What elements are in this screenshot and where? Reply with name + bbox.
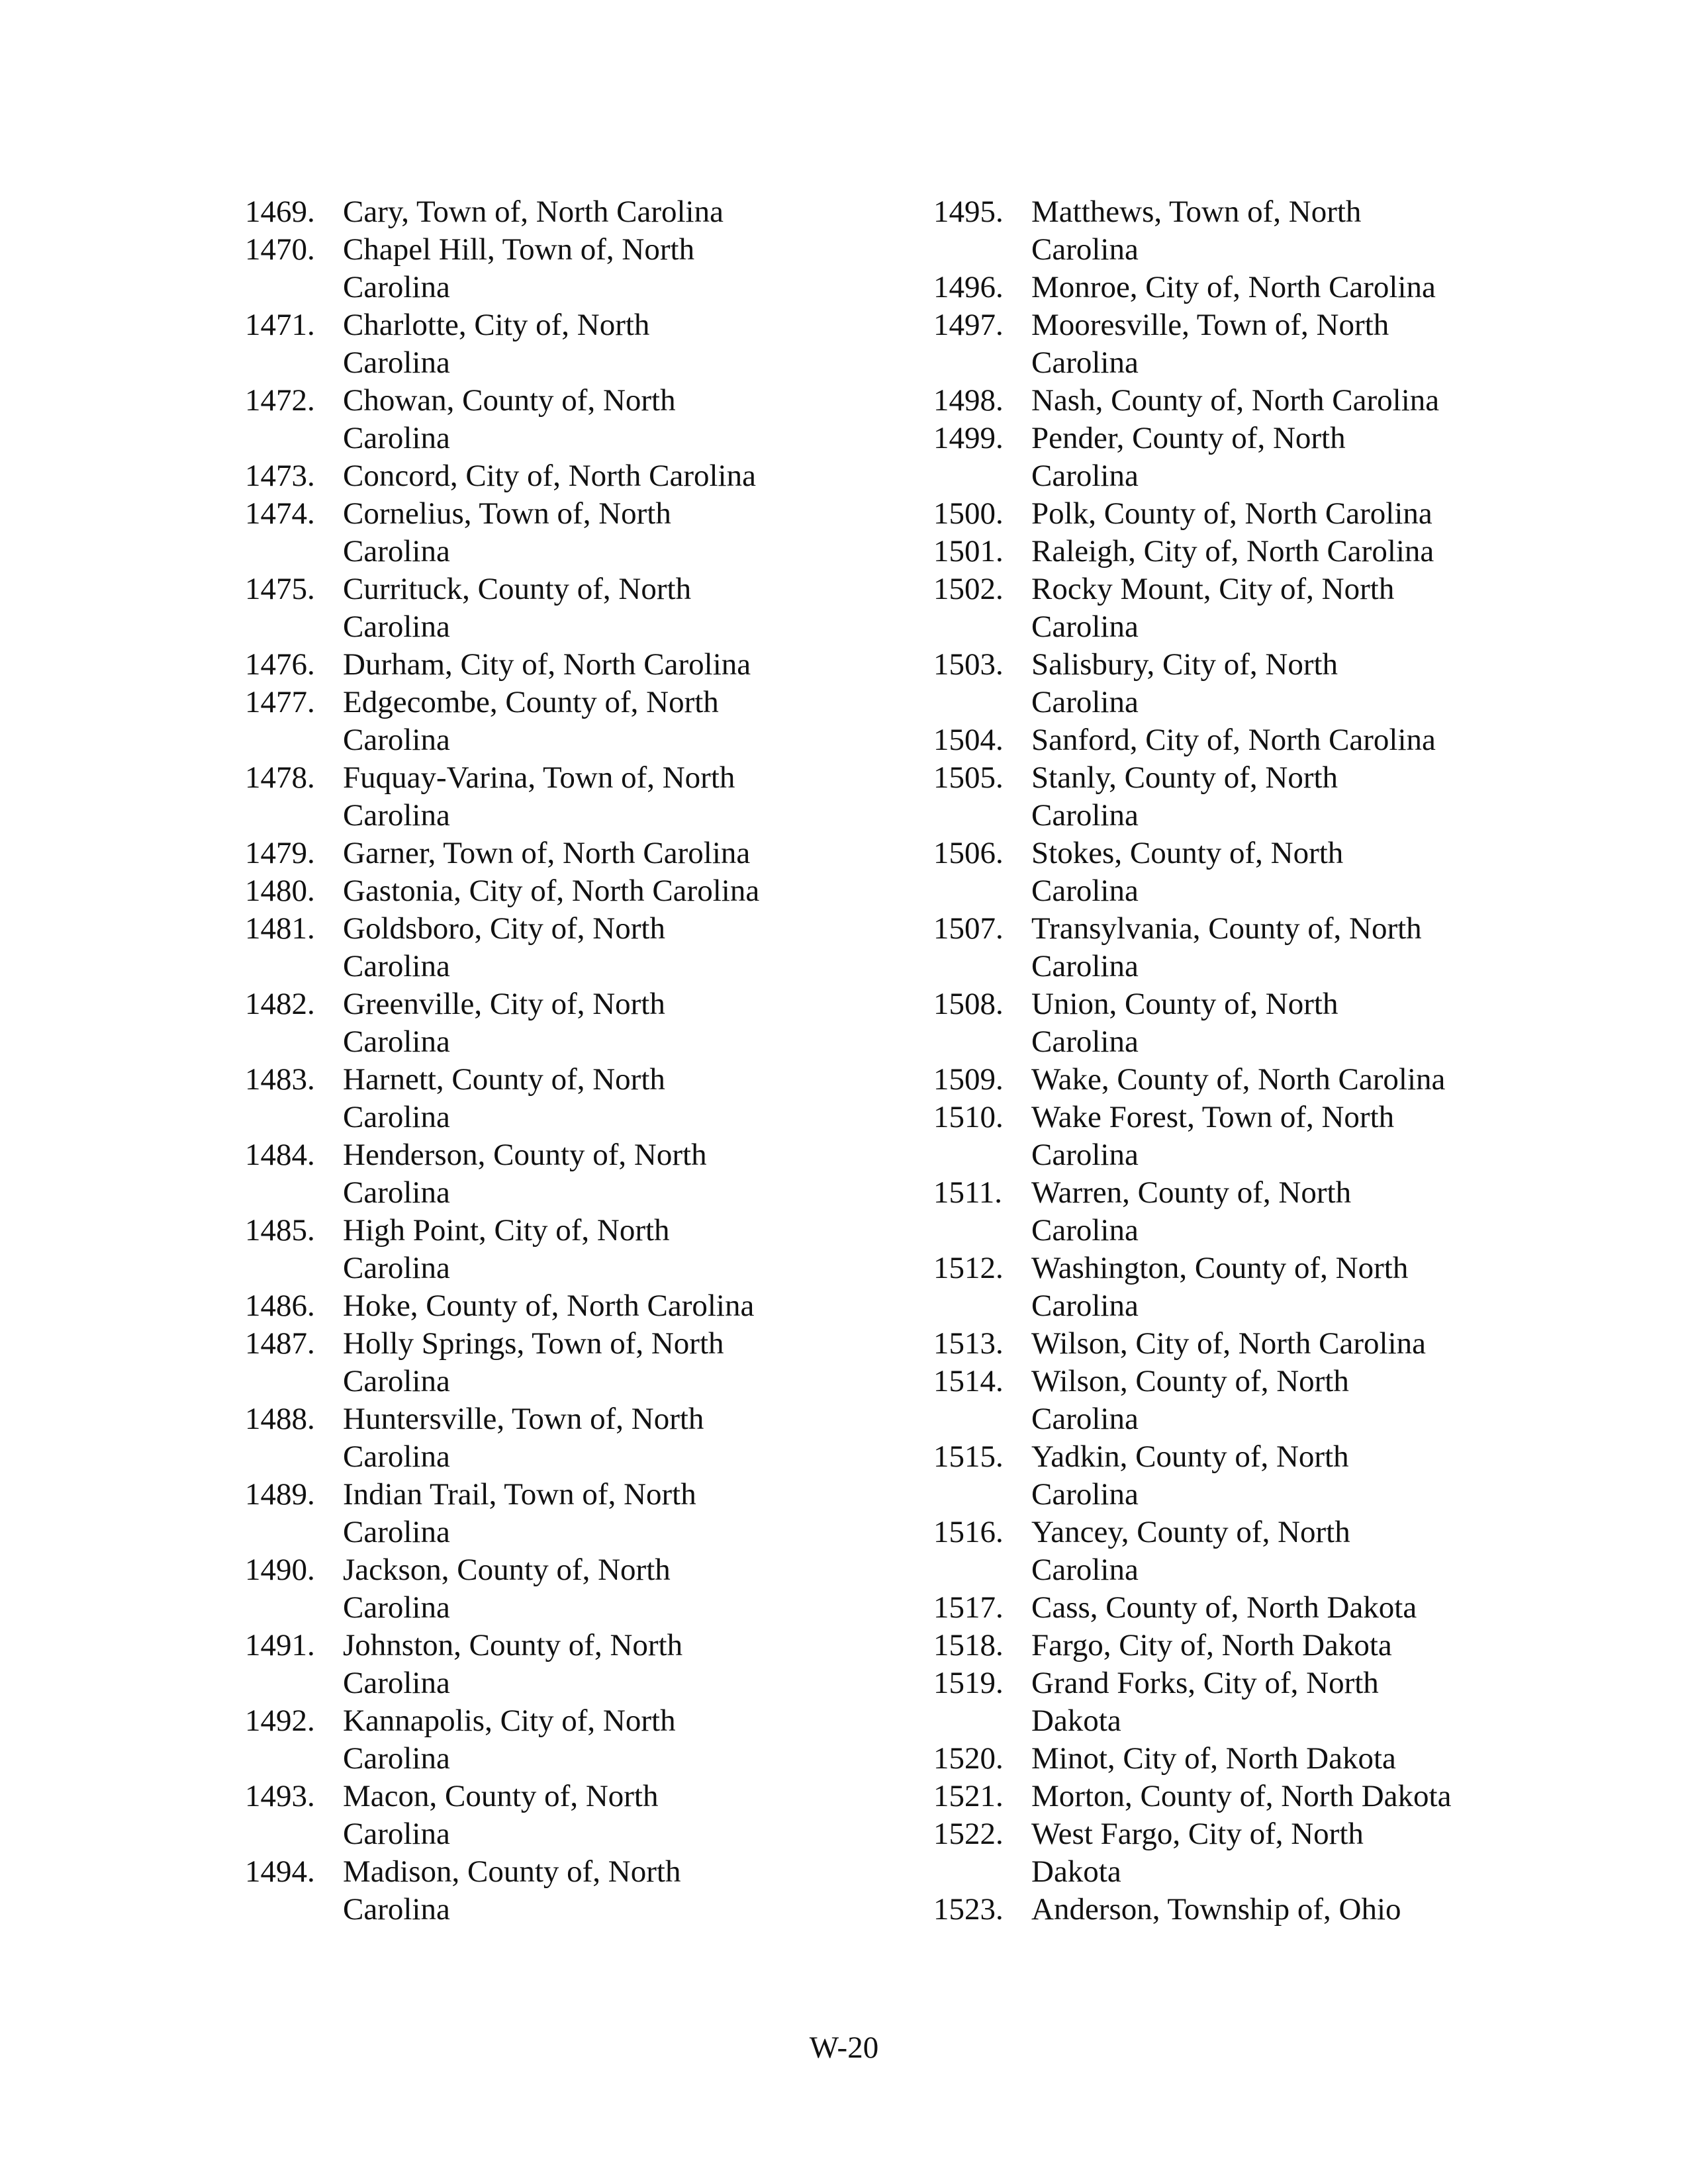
item-text-line: Morton, County of, North Dakota	[1031, 1779, 1452, 1813]
item-number: 1469.	[245, 195, 315, 229]
list-item	[933, 1325, 1529, 1363]
item-text	[1031, 533, 1529, 570]
item-number: 1499.	[933, 421, 1004, 455]
item-text-line: Carolina	[343, 1590, 450, 1625]
item-text-line: Monroe, City of, North Carolina	[1031, 270, 1436, 304]
item-text-line: Polk, County of, North Carolina	[1031, 496, 1432, 531]
list-item	[933, 193, 1529, 269]
item-text-line: Greenville, City of, North	[343, 987, 665, 1021]
list-item	[245, 1287, 841, 1325]
item-text-line: Chowan, County of, North	[343, 383, 676, 418]
item-number: 1473.	[245, 459, 315, 493]
item-text-line: Currituck, County of, North	[343, 572, 692, 606]
list-item	[245, 835, 841, 872]
item-number: 1493.	[245, 1779, 315, 1813]
item-number: 1489.	[245, 1477, 315, 1512]
item-number: 1470.	[245, 232, 315, 267]
item-text-line: Concord, City of, North Carolina	[343, 459, 756, 493]
item-text	[343, 1400, 841, 1476]
item-text-line: Carolina	[1031, 610, 1139, 644]
item-text-line: Carolina	[343, 1024, 450, 1059]
item-text	[1031, 1363, 1529, 1438]
item-number: 1515.	[933, 1439, 1004, 1474]
item-text-line: Carolina	[1031, 1213, 1139, 1248]
item-number: 1475.	[245, 572, 315, 606]
item-number: 1494.	[245, 1854, 315, 1889]
item-text	[1031, 1589, 1529, 1627]
item-text-line: Carolina	[343, 1251, 450, 1285]
item-text	[343, 1136, 841, 1212]
item-text	[1031, 1325, 1529, 1363]
item-text	[343, 985, 841, 1061]
list-item	[933, 1740, 1529, 1778]
item-number: 1505.	[933, 760, 1004, 795]
item-number: 1472.	[245, 383, 315, 418]
item-text-line: West Fargo, City of, North	[1031, 1817, 1364, 1851]
item-text	[1031, 1815, 1529, 1891]
list-item	[245, 910, 841, 985]
item-text	[1031, 1250, 1529, 1325]
item-number: 1517.	[933, 1590, 1004, 1625]
item-text-line: Gastonia, City of, North Carolina	[343, 874, 760, 908]
list-item	[245, 684, 841, 759]
item-text-line: Raleigh, City of, North Carolina	[1031, 534, 1434, 569]
item-number: 1488.	[245, 1402, 315, 1436]
item-text	[1031, 1438, 1529, 1514]
item-number: 1482.	[245, 987, 315, 1021]
item-text-line: Wilson, City of, North Carolina	[1031, 1326, 1426, 1361]
list-item	[933, 1250, 1529, 1325]
item-number: 1520.	[933, 1741, 1004, 1776]
list-item	[245, 1702, 841, 1778]
item-text-line: Stanly, County of, North	[1031, 760, 1338, 795]
left-column-list	[245, 193, 841, 1929]
item-text-line: Carolina	[1031, 798, 1139, 833]
item-text-line: Cornelius, Town of, North	[343, 496, 671, 531]
item-text-line: High Point, City of, North	[343, 1213, 670, 1248]
item-text-line: Dakota	[1031, 1854, 1121, 1889]
list-item	[933, 1778, 1529, 1815]
item-text-line: Carolina	[343, 610, 450, 644]
item-text-line: Fargo, City of, North Dakota	[1031, 1628, 1392, 1662]
list-item	[245, 1061, 841, 1136]
item-text-line: Matthews, Town of, North	[1031, 195, 1362, 229]
item-text-line: Yancey, County of, North	[1031, 1515, 1350, 1549]
item-text-line: Warren, County of, North	[1031, 1175, 1352, 1210]
list-item	[933, 1627, 1529, 1664]
item-text-line: Carolina	[343, 1100, 450, 1134]
item-text	[343, 910, 841, 985]
item-number: 1506.	[933, 836, 1004, 870]
item-number: 1508.	[933, 987, 1004, 1021]
item-text-line: Union, County of, North	[1031, 987, 1338, 1021]
item-text	[1031, 1099, 1529, 1174]
item-text-line: Harnett, County of, North	[343, 1062, 665, 1097]
list-item	[933, 1438, 1529, 1514]
item-number: 1490.	[245, 1553, 315, 1587]
item-text-line: Carolina	[1031, 1024, 1139, 1059]
item-text	[1031, 1778, 1529, 1815]
item-text	[1031, 495, 1529, 533]
item-number: 1480.	[245, 874, 315, 908]
item-text-line: Nash, County of, North Carolina	[1031, 383, 1440, 418]
list-item	[245, 382, 841, 457]
item-text-line: Henderson, County of, North	[343, 1138, 707, 1172]
item-text-line: Carolina	[1031, 232, 1139, 267]
item-text-line: Carolina	[1031, 1477, 1139, 1512]
item-text	[343, 1702, 841, 1778]
list-item	[933, 1589, 1529, 1627]
item-number: 1481.	[245, 911, 315, 946]
item-text	[1031, 1891, 1529, 1929]
list-item	[933, 721, 1529, 759]
item-text-line: Durham, City of, North Carolina	[343, 647, 751, 682]
item-text-line: Wilson, County of, North	[1031, 1364, 1349, 1398]
list-item	[933, 1664, 1529, 1740]
item-text-line: Carolina	[343, 1892, 450, 1927]
item-text-line: Carolina	[1031, 1289, 1139, 1323]
item-text	[343, 1476, 841, 1551]
item-text-line: Cass, County of, North Dakota	[1031, 1590, 1417, 1625]
item-text-line: Grand Forks, City of, North	[1031, 1666, 1379, 1700]
list-item	[245, 495, 841, 570]
item-text-line: Carolina	[1031, 345, 1139, 380]
item-text-line: Carolina	[343, 1364, 450, 1398]
item-number: 1522.	[933, 1817, 1004, 1851]
item-text-line: Cary, Town of, North Carolina	[343, 195, 724, 229]
item-text	[343, 684, 841, 759]
item-number: 1477.	[245, 685, 315, 719]
item-text	[1031, 1061, 1529, 1099]
list-item	[245, 1778, 841, 1853]
item-text-line: Washington, County of, North	[1031, 1251, 1409, 1285]
list-item	[245, 231, 841, 306]
item-number: 1504.	[933, 723, 1004, 757]
item-number: 1487.	[245, 1326, 315, 1361]
list-item	[933, 1891, 1529, 1929]
item-text-line: Jackson, County of, North	[343, 1553, 671, 1587]
item-text	[1031, 1740, 1529, 1778]
item-text	[343, 193, 841, 231]
item-text-line: Wake, County of, North Carolina	[1031, 1062, 1446, 1097]
item-text-line: Indian Trail, Town of, North	[343, 1477, 696, 1512]
item-number: 1516.	[933, 1515, 1004, 1549]
item-text	[1031, 570, 1529, 646]
item-number: 1514.	[933, 1364, 1004, 1398]
item-text	[343, 759, 841, 835]
list-item	[245, 1212, 841, 1287]
item-text-line: Holly Springs, Town of, North	[343, 1326, 724, 1361]
list-item	[933, 1061, 1529, 1099]
list-item	[245, 759, 841, 835]
item-number: 1498.	[933, 383, 1004, 418]
item-text-line: Pender, County of, North	[1031, 421, 1346, 455]
list-item	[933, 382, 1529, 420]
item-text-line: Wake Forest, Town of, North	[1031, 1100, 1395, 1134]
item-text-line: Carolina	[1031, 874, 1139, 908]
item-text-line: Carolina	[343, 949, 450, 983]
list-item	[933, 1174, 1529, 1250]
item-text-line: Carolina	[1031, 1553, 1139, 1587]
item-text	[343, 1853, 841, 1929]
item-text	[343, 570, 841, 646]
item-text	[343, 231, 841, 306]
item-text	[343, 1212, 841, 1287]
item-number: 1495.	[933, 195, 1004, 229]
item-text-line: Carolina	[343, 1741, 450, 1776]
item-text	[343, 1061, 841, 1136]
list-item	[933, 306, 1529, 382]
list-item	[933, 985, 1529, 1061]
list-item	[245, 457, 841, 495]
item-text-line: Carolina	[1031, 1138, 1139, 1172]
item-number: 1501.	[933, 534, 1004, 569]
item-number: 1519.	[933, 1666, 1004, 1700]
item-text-line: Carolina	[343, 270, 450, 304]
item-number: 1485.	[245, 1213, 315, 1248]
item-text	[1031, 269, 1529, 306]
item-text	[1031, 646, 1529, 721]
list-item	[933, 1815, 1529, 1891]
item-text-line: Carolina	[343, 1666, 450, 1700]
item-number: 1484.	[245, 1138, 315, 1172]
item-text	[1031, 721, 1529, 759]
list-item	[933, 420, 1529, 495]
list-item	[245, 872, 841, 910]
list-item	[245, 1853, 841, 1929]
list-item	[245, 646, 841, 684]
item-text-line: Hoke, County of, North Carolina	[343, 1289, 755, 1323]
list-item	[933, 269, 1529, 306]
list-item	[245, 306, 841, 382]
item-number: 1476.	[245, 647, 315, 682]
list-item	[933, 1363, 1529, 1438]
item-text-line: Stokes, County of, North	[1031, 836, 1344, 870]
list-item	[245, 1551, 841, 1627]
item-number: 1509.	[933, 1062, 1004, 1097]
item-text-line: Carolina	[343, 421, 450, 455]
item-number: 1486.	[245, 1289, 315, 1323]
item-text-line: Dakota	[1031, 1704, 1121, 1738]
item-number: 1512.	[933, 1251, 1004, 1285]
item-text-line: Mooresville, Town of, North	[1031, 308, 1389, 342]
item-text-line: Rocky Mount, City of, North	[1031, 572, 1395, 606]
item-text	[1031, 835, 1529, 910]
item-text	[343, 646, 841, 684]
item-text	[343, 382, 841, 457]
item-text-line: Kannapolis, City of, North	[343, 1704, 676, 1738]
item-number: 1496.	[933, 270, 1004, 304]
item-number: 1491.	[245, 1628, 315, 1662]
item-number: 1521.	[933, 1779, 1004, 1813]
item-text	[1031, 910, 1529, 985]
item-text-line: Goldsboro, City of, North	[343, 911, 665, 946]
list-item	[933, 570, 1529, 646]
item-text-line: Chapel Hill, Town of, North	[343, 232, 695, 267]
item-text-line: Carolina	[1031, 1402, 1139, 1436]
item-text-line: Carolina	[343, 1439, 450, 1474]
item-text-line: Carolina	[343, 1175, 450, 1210]
item-number: 1513.	[933, 1326, 1004, 1361]
list-item	[933, 1099, 1529, 1174]
item-text-line: Transylvania, County of, North	[1031, 911, 1422, 946]
item-text	[343, 457, 841, 495]
item-text-line: Garner, Town of, North Carolina	[343, 836, 751, 870]
item-number: 1510.	[933, 1100, 1004, 1134]
item-number: 1497.	[933, 308, 1004, 342]
item-text	[1031, 1627, 1529, 1664]
item-text-line: Carolina	[1031, 685, 1139, 719]
item-text-line: Carolina	[343, 1817, 450, 1851]
list-item	[933, 533, 1529, 570]
list-item	[933, 646, 1529, 721]
item-text	[1031, 306, 1529, 382]
item-text-line: Macon, County of, North	[343, 1779, 659, 1813]
item-number: 1492.	[245, 1704, 315, 1738]
list-item	[933, 835, 1529, 910]
item-text-line: Carolina	[343, 723, 450, 757]
list-item	[933, 1514, 1529, 1589]
item-number: 1511.	[933, 1175, 1003, 1210]
item-text	[1031, 1174, 1529, 1250]
list-item	[933, 759, 1529, 835]
item-number: 1502.	[933, 572, 1004, 606]
item-text-line: Carolina	[1031, 949, 1139, 983]
list-item	[245, 193, 841, 231]
item-text-line: Fuquay-Varina, Town of, North	[343, 760, 735, 795]
list-item	[245, 1476, 841, 1551]
item-text-line: Johnston, County of, North	[343, 1628, 683, 1662]
item-text	[1031, 985, 1529, 1061]
item-text	[343, 1287, 841, 1325]
item-text-line: Carolina	[343, 1515, 450, 1549]
item-number: 1483.	[245, 1062, 315, 1097]
item-number: 1478.	[245, 760, 315, 795]
item-text	[343, 1627, 841, 1702]
item-number: 1518.	[933, 1628, 1004, 1662]
right-column-list	[933, 193, 1529, 1929]
item-text	[1031, 1514, 1529, 1589]
list-item	[245, 1627, 841, 1702]
item-text	[1031, 420, 1529, 495]
list-item	[245, 570, 841, 646]
item-text-line: Charlotte, City of, North	[343, 308, 650, 342]
list-item	[245, 1400, 841, 1476]
item-text	[343, 1325, 841, 1400]
item-number: 1503.	[933, 647, 1004, 682]
item-text-line: Edgecombe, County of, North	[343, 685, 719, 719]
item-text	[343, 835, 841, 872]
list-item	[933, 910, 1529, 985]
item-number: 1471.	[245, 308, 315, 342]
item-text	[343, 1778, 841, 1853]
item-text-line: Yadkin, County of, North	[1031, 1439, 1349, 1474]
item-number: 1474.	[245, 496, 315, 531]
item-text-line: Madison, County of, North	[343, 1854, 681, 1889]
item-text-line: Carolina	[343, 345, 450, 380]
item-text	[343, 495, 841, 570]
item-text	[1031, 193, 1529, 269]
item-text-line: Huntersville, Town of, North	[343, 1402, 704, 1436]
item-text	[343, 872, 841, 910]
item-text	[1031, 382, 1529, 420]
item-text-line: Carolina	[343, 534, 450, 569]
item-number: 1479.	[245, 836, 315, 870]
item-text	[343, 1551, 841, 1627]
item-text-line: Salisbury, City of, North	[1031, 647, 1338, 682]
item-text	[343, 306, 841, 382]
item-text	[1031, 759, 1529, 835]
page-number: W-20	[809, 2030, 879, 2065]
item-number: 1507.	[933, 911, 1004, 946]
item-text	[1031, 1664, 1529, 1740]
list-item	[933, 495, 1529, 533]
list-item	[245, 985, 841, 1061]
item-number: 1500.	[933, 496, 1004, 531]
item-text-line: Anderson, Township of, Ohio	[1031, 1892, 1401, 1927]
list-item	[245, 1325, 841, 1400]
item-text-line: Sanford, City of, North Carolina	[1031, 723, 1436, 757]
item-text-line: Carolina	[343, 798, 450, 833]
item-text-line: Minot, City of, North Dakota	[1031, 1741, 1396, 1776]
list-item	[245, 1136, 841, 1212]
item-number: 1523.	[933, 1892, 1004, 1927]
item-text-line: Carolina	[1031, 459, 1139, 493]
